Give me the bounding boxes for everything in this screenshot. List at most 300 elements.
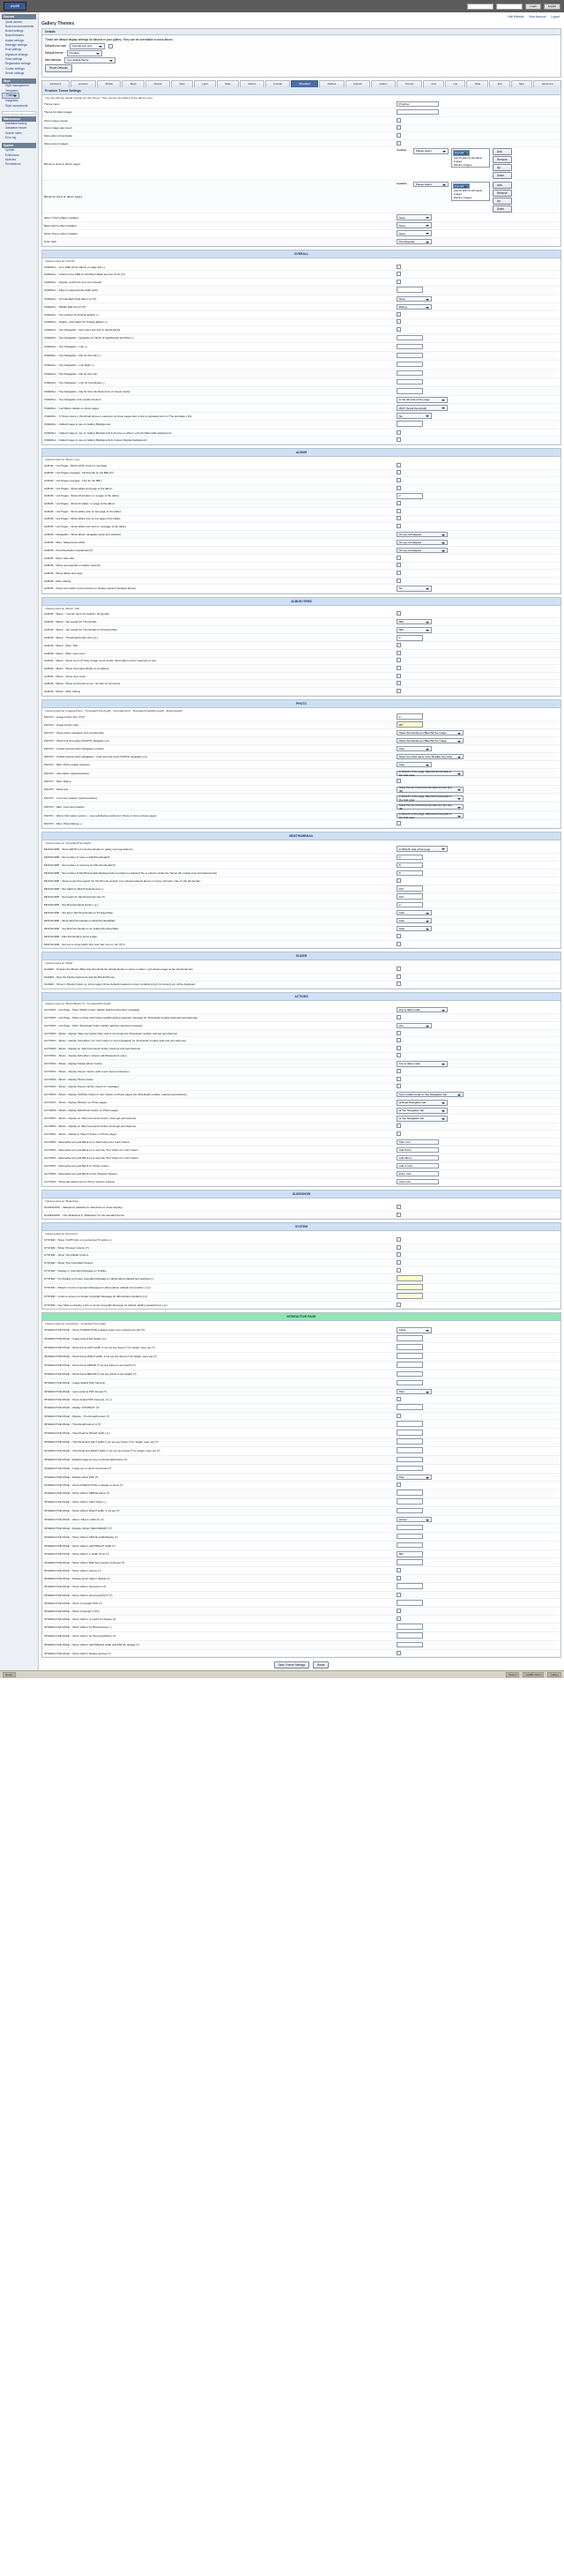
setting-checkbox[interactable] <box>397 821 401 825</box>
setting-text-input[interactable]: #fff <box>397 721 423 728</box>
setting-checkbox[interactable] <box>397 265 401 269</box>
setting-select[interactable]: WOT (Small thumbnail) <box>397 405 448 411</box>
mode-theme-effect-select[interactable]: None <box>397 230 432 236</box>
setting-checkbox[interactable] <box>397 1205 401 1209</box>
setting-text-input[interactable]: 800 <box>397 1551 423 1557</box>
setting-label: ACTIONS :: List Page - Show 'Watch' button (add/to address favourites message) <box>42 1006 395 1014</box>
table-row <box>42 1091 560 1099</box>
table-row <box>42 649 560 657</box>
link-logout[interactable]: Logout <box>551 15 560 19</box>
setting-text-input[interactable] <box>397 1421 423 1427</box>
setting-text-input[interactable] <box>397 1642 423 1648</box>
setting-control-cell <box>395 1515 560 1523</box>
setting-checkbox[interactable] <box>397 556 401 560</box>
show-album-thumbnails-checkbox[interactable] <box>397 133 401 138</box>
sidebar-item-templates[interactable]: Templates <box>5 88 19 93</box>
taskbar-firefox[interactable]: Firefox <box>506 1672 519 1677</box>
setting-checkbox[interactable] <box>397 1046 401 1050</box>
setting-checkbox[interactable] <box>397 974 401 979</box>
setting-checkbox[interactable] <box>397 524 401 528</box>
setting-checkbox[interactable] <box>397 1651 401 1655</box>
sidebar-item-style-management[interactable]: Style management <box>5 84 29 88</box>
setting-control-cell <box>395 1146 560 1154</box>
setting-select[interactable]: Text in table mode on Top Navigation bar <box>397 1092 464 1098</box>
setting-text-input[interactable]: 8 <box>397 862 423 869</box>
setting-select[interactable]: 500 <box>397 619 432 625</box>
setting-label: ACTIONS :: Album - display on 'Add Comments' button (must get permissions) <box>42 1115 395 1123</box>
setting-checkbox[interactable] <box>397 516 401 520</box>
sidebar-item-update[interactable]: Update <box>5 148 15 153</box>
setting-select[interactable]: On top, left aligned <box>397 532 448 538</box>
setting-label: INTERACTIVE PAGE :: Default image for any on thumbnail/Column (?) <box>42 1455 395 1464</box>
username-field[interactable] <box>467 4 494 10</box>
setting-checkbox[interactable] <box>397 1131 401 1136</box>
add-button[interactable]: Add <box>493 182 512 189</box>
setting-select[interactable]: 500 <box>397 627 432 633</box>
setting-control-cell <box>395 1446 560 1455</box>
setting-checkbox[interactable] <box>397 1245 401 1250</box>
setting-select[interactable]: Show the top of and the tab sites (for the top) (B) <box>397 804 464 810</box>
setting-label: MINITHUMB :: Show MiniThumbnails on MiniThumbnail/Mac <box>42 916 395 924</box>
setting-select[interactable]: Imp to table mode <box>397 1061 448 1067</box>
setting-checkbox[interactable] <box>397 463 401 467</box>
setting-checkbox[interactable] <box>397 563 401 567</box>
setting-text-input[interactable]: Add Photo <box>397 1147 439 1154</box>
setting-label: SLIDESHOW :: Slideshow (defaults for slideshow on show display) <box>42 1204 395 1211</box>
setting-checkbox[interactable] <box>397 1213 401 1217</box>
setting-text-input[interactable] <box>397 287 423 293</box>
setting-text-input[interactable] <box>397 388 423 394</box>
setting-text-input[interactable] <box>397 1293 423 1299</box>
setting-text-input[interactable]: Take Cart <box>397 1139 439 1146</box>
list-item[interactable]: Last 10 albums with latest images <box>453 155 483 163</box>
sidebar-item-registration-settings[interactable]: Registration settings <box>5 62 31 66</box>
setting-checkbox[interactable] <box>397 1617 401 1621</box>
tab-list[interactable]: List <box>445 80 465 87</box>
tab-mobile[interactable]: Mobile <box>97 80 121 87</box>
setting-select[interactable]: Show thumbnails per BELOW the image <box>397 738 464 744</box>
list-item[interactable]: Top ratings <box>454 183 468 188</box>
setting-label: ALBUM :: Macro - Show view early (Right on an album) <box>42 665 395 673</box>
setting-checkbox[interactable] <box>397 1414 401 1418</box>
setting-text-input[interactable] <box>397 1508 423 1514</box>
setting-text-input[interactable] <box>397 1498 423 1505</box>
remove-button[interactable]: Remove <box>493 190 512 197</box>
setting-label: ACTIONS :: Album - display 'Add album' for 'Cart' button or test (navigation for 'Download' module (add and permissions)) <box>42 1037 395 1045</box>
setting-label: OVERALL :: Top position for Posting Edition (-) <box>42 310 395 318</box>
new-albums-select[interactable]: Use default theme <box>64 57 115 63</box>
table-row <box>42 147 560 181</box>
move-down-button[interactable]: Down <box>493 172 512 179</box>
setting-select[interactable]: Rating <box>397 304 432 310</box>
setting-label: INTERACTIVE PAGE :: Show 'Album' LEFT frame (-) <box>42 1497 395 1506</box>
setting-select[interactable]: Auto <box>397 910 432 916</box>
setting-label: MINITHUMB :: Show empty first search the MiniThumb position (on) selected placed above it (empty cell when, like on the left border) <box>42 877 395 885</box>
setting-checkbox[interactable] <box>397 982 401 986</box>
default-theme-select[interactable]: Prosilver <box>67 50 102 56</box>
setting-checkbox[interactable] <box>397 1482 401 1487</box>
setting-checkbox[interactable] <box>397 1077 401 1081</box>
setting-label: PHOTO :: Unified portrait photo Navigation - (Can turn link at the PHOTO navigation on) <box>42 753 395 761</box>
table-row <box>42 132 560 140</box>
setting-text-input[interactable]: View Cart <box>397 1179 439 1185</box>
setting-checkbox[interactable] <box>397 878 401 883</box>
setting-checkbox[interactable] <box>397 478 401 482</box>
setting-checkbox[interactable] <box>397 470 401 474</box>
show-image-counter-checkbox[interactable] <box>397 118 401 123</box>
setting-checkbox[interactable] <box>397 934 401 938</box>
selected-list[interactable] <box>451 182 490 201</box>
setting-select[interactable]: Center <box>397 1517 432 1523</box>
reset-button[interactable]: Reset <box>313 1661 329 1669</box>
setting-select[interactable]: Imp to table mode <box>397 1007 448 1013</box>
setting-text-input[interactable] <box>397 1490 423 1496</box>
setting-text-input[interactable] <box>397 1447 423 1453</box>
setting-label: PHOTO :: Show Full size photo (PHOTO navigation on) <box>42 736 395 744</box>
setting-control-cell <box>395 420 560 429</box>
setting-checkbox[interactable] <box>397 967 401 971</box>
setting-text-input[interactable] <box>397 1624 423 1630</box>
add-button[interactable]: Add <box>493 148 512 155</box>
setting-control-cell <box>395 477 560 485</box>
list-item[interactable]: Random images <box>453 162 472 167</box>
setting-checkbox[interactable] <box>397 674 401 678</box>
setting-text-input[interactable] <box>397 344 423 350</box>
setting-checkbox[interactable] <box>397 942 401 946</box>
setting-text-input[interactable]: 8 <box>397 870 423 877</box>
setting-select[interactable]: Title <box>397 1475 432 1481</box>
list-item[interactable]: Last 10 albums with latest images <box>453 189 483 197</box>
tab-gallery[interactable]: Gallery <box>371 80 396 87</box>
setting-checkbox[interactable] <box>397 437 401 442</box>
setting-checkbox[interactable] <box>397 1609 401 1613</box>
setting-checkbox[interactable] <box>397 681 401 685</box>
show-image-view-count-checkbox[interactable] <box>397 125 401 130</box>
tab-subsilver2[interactable]: subsilver2 <box>41 80 70 87</box>
setting-label: OVERALL :: Column Icon SIZE for all Album Make top icon for (0 (?)) <box>42 271 395 279</box>
setting-checkbox[interactable] <box>397 1124 401 1128</box>
section-heading: Implemented as 'Slider' <box>45 961 73 966</box>
link-view-account[interactable]: View Account <box>529 15 546 19</box>
sidebar-item-board-announcements[interactable]: Board announcements <box>5 24 34 28</box>
sidebar-item-message-settings[interactable]: Message settings <box>5 43 27 48</box>
tab-light[interactable]: Light <box>194 80 216 87</box>
setting-select[interactable]: No <box>397 586 432 592</box>
setting-select[interactable]: Auto <box>397 746 432 752</box>
tab-classic[interactable]: Classic <box>145 80 170 87</box>
table-row <box>42 396 560 404</box>
setting-text-input[interactable]: Enter Cart <box>397 1171 439 1177</box>
setting-text-input[interactable] <box>397 1583 423 1589</box>
tab-basic[interactable]: Basic <box>122 80 145 87</box>
list-item[interactable]: Random images <box>453 196 472 200</box>
table-row <box>42 611 560 618</box>
tab-grid[interactable]: Grid <box>423 80 444 87</box>
setting-checkbox[interactable] <box>397 666 401 670</box>
tab-full[interactable]: Full <box>489 80 509 87</box>
available-select[interactable]: Please select <box>413 148 449 154</box>
table-row <box>42 803 560 811</box>
setting-select[interactable]: Show icon (this same size) Text(Ext Img only) <box>397 754 464 760</box>
available-select[interactable]: Please select <box>413 182 449 188</box>
setting-control-cell <box>395 310 560 318</box>
setting-select[interactable]: No <box>397 413 432 419</box>
tab-coastal[interactable]: Coastal <box>265 80 290 87</box>
setting-select[interactable]: In RIGHT of the page, BELOW thumbnails in the side area <box>397 771 464 777</box>
sidebar-item-search-index[interactable]: Search index <box>5 131 22 135</box>
setting-checkbox[interactable] <box>397 312 401 317</box>
tab-slate[interactable]: Slate <box>217 80 239 87</box>
sidebar-item-board-settings[interactable]: Board settings <box>5 29 24 34</box>
setting-text-input[interactable] <box>397 1542 423 1549</box>
setting-checkbox[interactable] <box>397 1084 401 1088</box>
theme-settings-section <box>41 87 561 247</box>
album-theme-basic-select[interactable]: None <box>397 214 432 220</box>
sidebar-item-feed-settings[interactable]: Feed settings <box>5 57 23 61</box>
setting-select[interactable]: In the left side of the page <box>397 397 448 403</box>
setting-checkbox[interactable] <box>397 571 401 575</box>
setting-text-input[interactable] <box>397 1344 423 1350</box>
setting-text-input[interactable] <box>397 335 423 341</box>
setting-text-input[interactable]: Add Album <box>397 1155 439 1161</box>
setting-select[interactable]: Auto <box>397 918 432 924</box>
setting-text-input[interactable] <box>397 1335 423 1341</box>
setting-select[interactable]: None <box>397 296 432 302</box>
setting-text-input[interactable] <box>397 1632 423 1639</box>
setting-select[interactable]: Title <box>397 1389 432 1395</box>
setting-text-input[interactable]: 100 <box>397 885 423 892</box>
tab-flatbed[interactable]: Flatbed <box>319 80 344 87</box>
setting-text-input[interactable]: 2 <box>397 902 423 908</box>
setting-control-cell <box>395 333 560 342</box>
setting-checkbox[interactable] <box>397 1260 401 1265</box>
setting-select[interactable]: Auto <box>397 762 432 768</box>
password-field[interactable] <box>496 4 523 10</box>
sidebar-item-database-backup[interactable]: Database backup <box>5 122 27 125</box>
setting-checkbox[interactable] <box>397 643 401 647</box>
setting-text-input[interactable]: 3 <box>397 855 423 861</box>
setting-text-input[interactable] <box>397 1284 423 1290</box>
sidebar-item-quick-access[interactable]: Quick access <box>5 19 22 24</box>
setting-select[interactable]: Show the top of and the tab sites (for the top) (B) <box>397 787 464 793</box>
setting-text-input[interactable] <box>397 370 423 377</box>
sidebar-item-style-components[interactable]: Style components <box>5 103 28 108</box>
sidebar-item-themes[interactable]: Themes <box>2 93 19 99</box>
tab-advanced[interactable]: Advanced <box>533 80 561 87</box>
default-icon-size-checkbox[interactable] <box>108 44 113 49</box>
move-up-button[interactable]: Up <box>493 164 512 171</box>
remove-button[interactable]: Remove <box>493 156 512 163</box>
setting-checkbox[interactable] <box>397 1268 401 1273</box>
table-row <box>42 900 560 908</box>
setting-text-input[interactable] <box>397 1275 423 1281</box>
setting-text-input[interactable] <box>397 379 423 385</box>
setting-text-input[interactable] <box>397 1438 423 1445</box>
table-row <box>42 1154 560 1161</box>
setting-control-cell <box>395 1506 560 1515</box>
tab-dark[interactable]: Dark <box>171 80 193 87</box>
setting-select[interactable]: Label <box>397 1327 432 1333</box>
setting-text-input[interactable]: 2 <box>397 493 423 499</box>
setting-text-input[interactable] <box>397 1559 423 1565</box>
setting-label: SLIDER :: Stop the blocks placement and the Blocks/Theme <box>42 973 395 981</box>
setting-checkbox[interactable] <box>397 1576 401 1580</box>
setting-checkbox[interactable] <box>397 1303 401 1307</box>
table-row <box>42 665 560 673</box>
setting-text-input[interactable] <box>397 1457 423 1463</box>
sidebar-item-extensions[interactable]: Extensions <box>5 153 19 157</box>
setting-text-input[interactable] <box>397 421 423 427</box>
table-row <box>42 794 560 803</box>
sidebar-item-avatar-settings[interactable]: Avatar settings <box>5 38 25 42</box>
setting-select[interactable]: On top, left aligned <box>397 540 448 546</box>
sidebar-item-modules[interactable]: Modules <box>5 157 17 161</box>
sidebar-item-permissions[interactable]: Permissions <box>5 162 21 167</box>
setting-select[interactable]: at Top Navigation tab <box>397 1108 448 1114</box>
setting-checkbox[interactable] <box>397 1069 401 1073</box>
table-row <box>42 387 560 396</box>
list-item[interactable]: Top ratings <box>454 151 468 155</box>
setting-control-cell <box>395 1550 560 1558</box>
reset-defaults-button[interactable]: Reset Defaults <box>45 64 72 72</box>
taskbar-phpbb-admin[interactable]: phpBB Admin <box>523 1672 544 1677</box>
setting-checkbox[interactable] <box>397 327 401 332</box>
theme-album-pages-input[interactable] <box>397 109 439 116</box>
setting-control-cell <box>395 1473 560 1481</box>
setting-select[interactable]: In RIGHT of the page, BELOW thumbnails in the side area <box>397 795 464 802</box>
setting-text-input[interactable]: 2 <box>397 713 423 720</box>
setting-checkbox[interactable] <box>397 486 401 490</box>
basic-theme-effect-select[interactable]: None <box>397 222 432 228</box>
setting-checkbox[interactable] <box>397 611 401 616</box>
sidebar-item-post-settings[interactable]: Post settings <box>5 48 22 52</box>
setting-text-input[interactable] <box>397 353 423 359</box>
setting-checkbox[interactable] <box>397 1053 401 1057</box>
tab-marine[interactable]: Marine <box>240 80 264 87</box>
setting-checkbox[interactable] <box>397 272 401 276</box>
sidebar-item-imagesets[interactable]: Imagesets <box>5 99 19 103</box>
color-theft-select[interactable]: Pre-Selected <box>397 239 432 245</box>
setting-select[interactable]: Show thumbnails per BELOW the image <box>397 730 464 736</box>
setting-control-cell <box>395 1387 560 1395</box>
save-theme-settings-button[interactable]: Save Theme Settings <box>274 1661 309 1669</box>
setting-checkbox[interactable] <box>397 1397 401 1401</box>
sidebar-item-error-log[interactable]: Error log <box>5 135 17 139</box>
sidebar-item-server-settings[interactable]: Server settings <box>5 71 25 75</box>
setting-control-cell <box>395 1091 560 1099</box>
move-down-button[interactable]: Down <box>493 205 512 213</box>
tab-artwork[interactable]: Artwork <box>345 80 370 87</box>
setting-select[interactable]: In RIGHT of the page, BELOW thumbnails in the side area <box>397 813 464 819</box>
setting-control-cell <box>395 933 560 941</box>
table-row <box>42 1623 560 1631</box>
setting-select[interactable]: Yes <box>397 1023 432 1029</box>
table-row <box>42 237 560 245</box>
logout-button[interactable]: Logout <box>544 4 560 10</box>
tab-misc[interactable]: Misc <box>511 80 533 87</box>
setting-checkbox[interactable] <box>397 1252 401 1257</box>
setting-text-input[interactable] <box>397 1525 423 1531</box>
setting-checkbox[interactable] <box>397 1593 401 1597</box>
setting-text-input[interactable] <box>397 1600 423 1606</box>
setting-text-input[interactable]: 100 <box>397 893 423 900</box>
move-up-button[interactable]: Up <box>493 198 512 205</box>
setting-control-cell <box>395 1403 560 1412</box>
setting-select[interactable]: Auto <box>397 926 432 932</box>
login-button[interactable]: Login <box>525 4 540 10</box>
setting-checkbox[interactable] <box>397 1568 401 1572</box>
setting-checkbox[interactable] <box>397 658 401 662</box>
setting-text-input[interactable] <box>397 362 423 368</box>
link-visit-website[interactable]: Visit Website <box>508 15 524 19</box>
setting-text-input[interactable] <box>397 1466 423 1472</box>
sidebar-item-database-restore[interactable]: Database restore <box>5 126 27 131</box>
sidebar-item-cookie-settings[interactable]: Cookie settings <box>5 66 25 71</box>
reset-defaults-row <box>45 64 558 72</box>
setting-label: ALBUM :: List Pages - Show tables size on 1st page of the tables <box>42 515 395 523</box>
setting-label: Theme for album pages <box>42 108 395 116</box>
setting-text-input[interactable] <box>397 1353 423 1359</box>
setting-control-cell <box>395 1575 560 1583</box>
setting-control-cell <box>395 1244 560 1252</box>
setting-checkbox[interactable] <box>397 1038 401 1042</box>
taskbar-gallery[interactable]: Gallery <box>547 1672 561 1677</box>
setting-text-input[interactable] <box>397 1380 423 1386</box>
setting-text-input[interactable] <box>397 1371 423 1378</box>
default-icon-size-select[interactable]: Normal icon size <box>70 43 105 49</box>
setting-checkbox[interactable] <box>397 430 401 435</box>
setting-checkbox[interactable] <box>397 1031 401 1035</box>
tab-prosilver-1[interactable]: prosilver <box>70 80 97 87</box>
setting-checkbox[interactable] <box>397 651 401 655</box>
tab-prosilver-active[interactable]: Prosilver <box>291 80 318 87</box>
setting-label: OVERALL :: If 'Show colour-y thumbnail' above is selected, at photo pages after a link to uploaded pics on 'The template-y film' <box>42 412 395 420</box>
setting-checkbox[interactable] <box>397 509 401 513</box>
setting-select[interactable]: On top, left aligned <box>397 548 448 554</box>
setting-text-input[interactable] <box>397 1404 423 1410</box>
setting-label: ACTIONS :: Alternative text and Block for a 'Add' button (for 'Cart' button) <box>42 1138 395 1146</box>
setting-checkbox[interactable] <box>397 319 401 324</box>
selected-list[interactable] <box>451 148 490 168</box>
section-banner-album: ALBUM <box>41 448 561 457</box>
theme-name-input[interactable]: Prosilver <box>397 101 439 108</box>
setting-control-cell <box>395 1542 560 1550</box>
tab-slide[interactable]: Slide <box>466 80 488 87</box>
sidebar-item-signature-settings[interactable]: Signature settings <box>5 52 28 56</box>
setting-text-input[interactable]: Add to Cart <box>397 1163 439 1169</box>
setting-control-cell <box>395 370 560 378</box>
setting-select[interactable]: at Top Navigation bar <box>397 1116 448 1122</box>
setting-checkbox[interactable] <box>397 1237 401 1242</box>
setting-text-input[interactable] <box>397 1534 423 1540</box>
tab-thumbs[interactable]: Thumbs <box>397 80 422 87</box>
setting-select[interactable]: at Read Navigation tab <box>397 1100 448 1106</box>
setting-checkbox[interactable] <box>397 1015 401 1019</box>
setting-checkbox[interactable] <box>397 501 401 505</box>
setting-checkbox[interactable] <box>397 579 401 583</box>
show-recent-images-checkbox[interactable] <box>397 141 401 146</box>
setting-checkbox[interactable] <box>397 779 401 783</box>
setting-label: ACTIONS :: Album - display 'Edit album' actions (all (Moderators only)) <box>42 1052 395 1060</box>
setting-checkbox[interactable] <box>397 280 401 284</box>
section-heading: Implemented as 'Slideshow' <box>45 1199 79 1204</box>
setting-select[interactable]: In RIGHT, side of the page <box>397 846 448 852</box>
setting-checkbox[interactable] <box>397 689 401 693</box>
setting-text-input[interactable] <box>397 1430 423 1436</box>
setting-text-input[interactable] <box>397 1362 423 1368</box>
setting-text-input[interactable]: 2 <box>397 635 423 641</box>
sidebar-item-board-features[interactable]: Board features <box>5 34 24 38</box>
